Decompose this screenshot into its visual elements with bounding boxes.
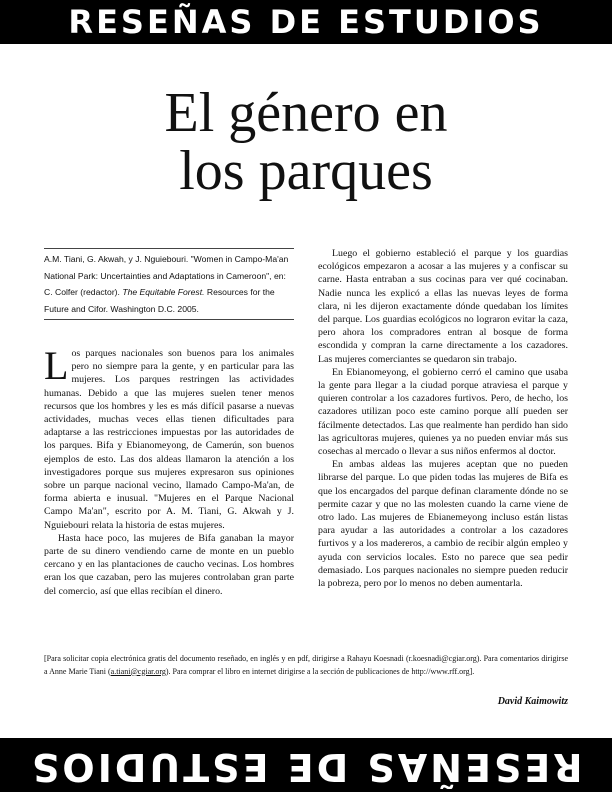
body-paragraph-text: os parques nacionales son buenos para los animales pero no siempre para la gente, y en particular para las mujeres. Los parques restringen las actividades humanas. Debido a que las mujeres suelen tener menos recursos que los hombres y les es más difícil pasarse a nuevas actividades, muchas veces ellas tienen dificultades para adaptarse a las restricciones impuestas por las autoridades de los parques. Bifa y Ebianomeyong, de Camerún, son buenos ejemplos de esto. Las dos aldeas llamaron la atención a los investigadores porque sus mujeres expresaron sus opiniones sobre un parque nacional vecino, llamado Campo-Ma'an, de forma abierta e inusual. "Mujeres en el Parque Nacional Campo Ma'an", escrito por A. M. Tiani, G. Akwah y J. Nguiebouri relata la historia de estas mujeres. [44,348,294,531]
header-band-text: RESEÑAS DE ESTUDIOS [68,3,544,41]
reference-book-title: The Equitable Forest. [122,287,205,298]
body-paragraph: En ambas aldeas las mujeres aceptan que no pueden librarse del parque. Lo que piden todas las mujeres de Bifa es que los encargados del parque definan claramente dónde no se permite cazar y que no las molesten cuando la carne viene de otro lado. Las mujeres de Ebianemeyong incluso están listas para ayudar a las autoridades a controlar a los cazadores furtivos y a los madereros, a cambio de recibir algún empleo y ayuda con servicios locales. Esto no parece que sea pedir demasiado. Los parques nacionales no siempre pueden reducir la pobreza, pero por lo menos no deben aumentarla. [318,459,568,590]
article-title [0,84,612,200]
reference-publisher: Resources for the Future and Cifor. Washington D.C. 2005. [44,287,275,314]
left-column [44,343,294,598]
article-title-line-1: El género en [164,82,448,144]
footer-band [0,738,612,792]
author-signature: David Kaimowitz [497,696,568,707]
footer-note [44,653,568,678]
footer-note-text: [Para solicitar copia electrónica gratis del documento reseñado, en inglés y en pdf, dirigirse a Rahayu Koesnadi (r.koesnadi@cgiar.org). Para comentarios dirigirse a Anne Marie Tiani ( [44,654,568,676]
footer-note-text-end: ). Para comprar el libro en internet dirigirse a la sección de publicaciones de http://www.rff.org]. [165,666,475,676]
right-column [318,247,568,590]
article-title-line-2: los parques [179,140,433,202]
body-paragraph [44,343,294,532]
bibliographic-reference [44,248,294,320]
email-link[interactable]: a.tiani@cgiar.org [110,666,166,676]
footer-band-text: RESEÑAS DE ESTUDIOS [29,745,583,789]
reference-authors: A.M. Tiani, G. Akwah, y J. Nguiebouri. "Women in Campo-Ma'an National Park: Uncertainties and Adaptations in Cameroon", en: C. Colfer (redactor). [44,254,289,298]
body-paragraph: Hasta hace poco, las mujeres de Bifa ganaban la mayor parte de su dinero vendiendo carne de monte en un pueblo cercano y en las plantaciones de caucho vecinas. Los hombres eran los que cazaban, pero las mujeres controlaban gran parte del comercio, así que ellas recibían el dinero. [44,532,294,597]
body-paragraph: En Ebianomeyong, el gobierno cerró el camino que usaba la gente para llegar a la ciudad porque atraviesa el parque y quieren controlar a los cazadores furtivos. Pero, de hecho, los cazadores utilizan poco este camino porque allí pueden ser fácilmente detectados. Las que realmente han perdido han sido las agricultoras mujeres, quienes ya no pueden enviar más sus cosechas al mercado o llevar a sus niños enfermos al doctor. [318,366,568,458]
drop-cap: L [44,343,69,388]
body-paragraph: Luego el gobierno estableció el parque y los guardias ecológicos empezaron a acosar a las mujeres y a confiscar su carne. Hasta entraban a sus cocinas para ver qué cocinaban. Nadie nunca les explicó a ellas las nuevas leyes de forma clara, ni les dijeron exactamente dónde quedaban los límites del parque. Los guardias ecológicos no lograron evitar la caza, pero ahora los compradores entran al bosque de forma escondida y compran la carne directamente a los cazadores. Las mujeres comerciantes se quedaron sin trabajo. [318,248,568,365]
header-band [0,0,612,44]
